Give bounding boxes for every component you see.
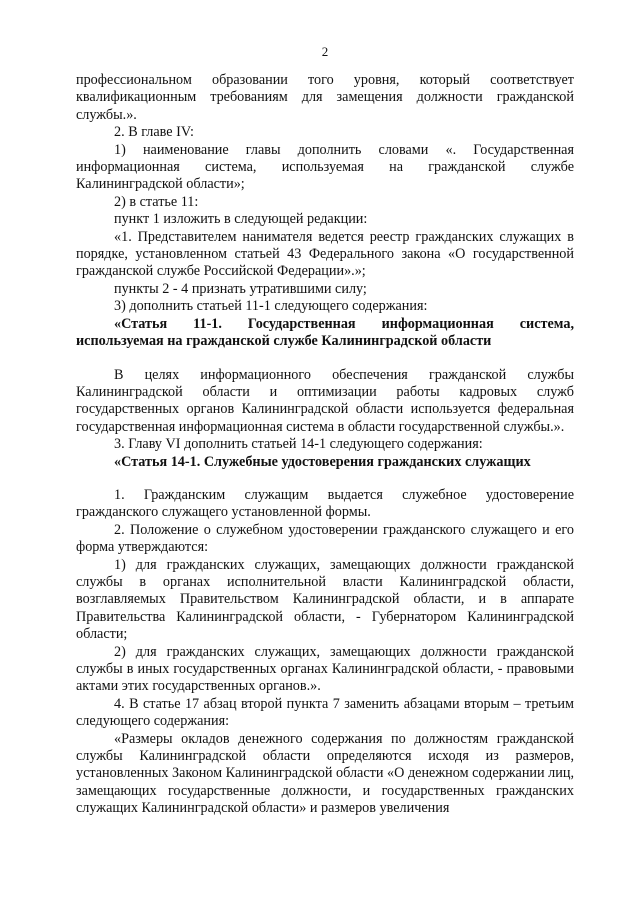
heading-article-11-1: «Статья 11-1. Государственная информационная система, используемая на гражданской службе Калининградской области — [76, 315, 574, 350]
paragraph-points-repealed: пункты 2 - 4 признать утратившими силу; — [114, 280, 367, 297]
paragraph-other-bodies: 2) для гражданских служащих, замещающих должности гражданской службы в иных государственных органах Калининградской области, - правовыми актами этих государственных органов.». — [76, 643, 574, 695]
paragraph-id-issued: 1. Гражданским служащим выдается служебное удостоверение гражданского служащего установленной формы. — [76, 486, 574, 521]
heading-article-14-1: «Статья 14-1. Служебные удостоверения гражданских служащих — [114, 453, 531, 470]
paragraph-registry: «1. Представителем нанимателя ведется реестр гражданских служащих в порядке, установленном статьей 43 Федерального закона «О государственной гражданской службе Российской Федерации».»; — [76, 228, 574, 280]
paragraph-id-regulation: 2. Положение о служебном удостоверении гражданского служащего и его форма утверждаются: — [76, 521, 574, 556]
paragraph-article-11: 2) в статье 11: — [114, 193, 199, 210]
paragraph-add-article-11-1: 3) дополнить статьей 11-1 следующего содержания: — [114, 298, 428, 315]
paragraph-point-1-wording: пункт 1 изложить в следующей редакции: — [114, 211, 368, 228]
paragraph-chapter-vi: 3. Главу VI дополнить статьей 14-1 следующего содержания: — [114, 436, 483, 453]
paragraph-chapter-iv: 2. В главе IV: — [114, 124, 194, 141]
paragraph-continuation: профессиональном образовании того уровня, который соответствует квалификационным требованиям для замещения должности гражданской службы.». — [76, 72, 574, 123]
paragraph-chapter-title-amendment: 1) наименование главы дополнить словами «. Государственная информационная система, используемая на гражданской службе Калининградской области»; — [76, 141, 574, 193]
paragraph-article-17: 4. В статье 17 абзац второй пункта 7 заменить абзацами вторым – третьим следующего содержания: — [76, 695, 574, 730]
paragraph-information-system: В целях информационного обеспечения гражданской службы Калининградской области и оптимизации работы кадровых служб государственных органов Калининградской области используется федеральная государственная информационная система в области государственной службы.». — [76, 366, 574, 435]
paragraph-executive-bodies: 1) для гражданских служащих, замещающих должности гражданской службы в органах исполнительной власти Калининградской области, возглавляемых Правительством Калининградской области, и в аппарате Правительства Калининградской области, - Губернатором Калининградской области; — [76, 556, 574, 643]
page-number: 2 — [321, 44, 329, 59]
paragraph-salary-sizes: «Размеры окладов денежного содержания по должностям гражданской службы Калининградской области определяются исходя из размеров, установленных Законом Калининградской области «О денежном содержании лиц, замещающих государственные должности, и государственных гражданских служащих Калининградской области» и размеров увеличения — [76, 730, 574, 817]
